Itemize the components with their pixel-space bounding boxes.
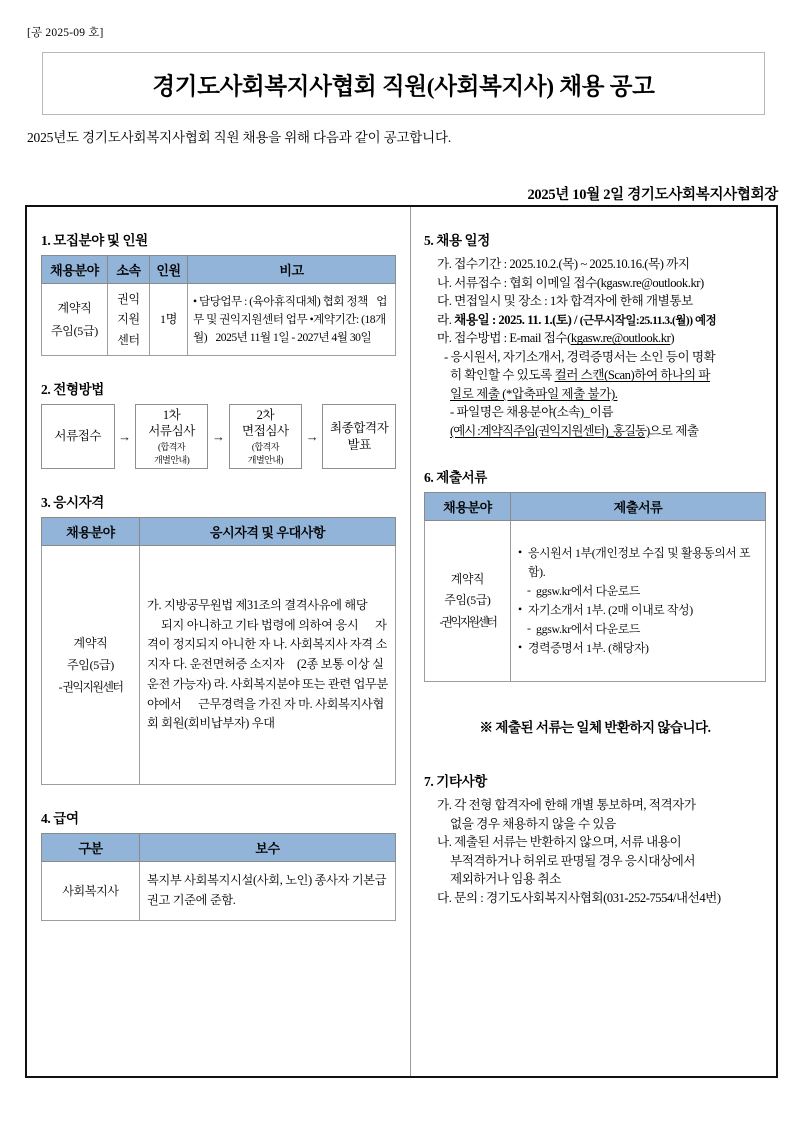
right-column bbox=[410, 207, 776, 907]
return-policy-notice: ※ 제출된 서류는 일체 반환하지 않습니다. bbox=[479, 720, 711, 736]
table-row bbox=[42, 545, 396, 784]
other-info-item: 나. 제출된 서류는 반환하지 않으며, 서류 내용이 bbox=[437, 835, 682, 850]
documents-list bbox=[518, 544, 760, 659]
col-header-affiliation: 소속 bbox=[108, 256, 150, 284]
flow-arrow-icon-1: → bbox=[118, 428, 132, 444]
col-header-field: 채용분야 bbox=[42, 256, 108, 284]
spacer bbox=[41, 469, 396, 491]
flow-step-4-sub1: 발표 bbox=[347, 437, 371, 452]
cell-pay bbox=[140, 861, 396, 920]
other-info-item: 다. 문의 : 경기도사회복지사협회(031-252-7554/내선4번) bbox=[437, 890, 721, 905]
other-info-item: 제외하거나 임용 취소 bbox=[450, 872, 561, 887]
note-line3: •계약기간: (18개월) bbox=[193, 312, 386, 344]
field-line2: 주임(5급) bbox=[444, 593, 491, 608]
flow-step-2-sub1: (합격자 bbox=[158, 441, 186, 452]
content-frame bbox=[25, 205, 778, 1078]
qualification-item: 가. 지방공무원법 제31조의 결격사유에 해당 bbox=[147, 597, 368, 612]
list-item: • 경력증명서 1부. (해당자) bbox=[518, 639, 760, 658]
flow-step-3-main: 면접심사 bbox=[242, 424, 289, 439]
document-number: [공 2025-09 호] bbox=[27, 27, 104, 39]
note-underlined: 일로 제출 (*압축파일 제출 불가). bbox=[450, 386, 618, 401]
note-line2: 업무 및 권익지원센터 업무 bbox=[193, 294, 387, 326]
col-header-pay: 보수 bbox=[140, 833, 396, 861]
other-info-item: 부적격하거나 허위로 판명될 경우 응시대상에서 bbox=[450, 853, 696, 868]
flow-step-3-sub2: 개별안내) bbox=[247, 454, 284, 465]
list-item: • 자기소개서 1부. (2매 이내로 작성) bbox=[518, 601, 760, 620]
other-info-list bbox=[424, 796, 766, 907]
schedule-item-e-prefix: 마. 접수방법 : E-mail 접수( bbox=[437, 331, 571, 346]
flow-step-2-top: 1차 bbox=[162, 408, 181, 423]
field-line1: 계약직 bbox=[450, 571, 485, 586]
schedule-note-1-line2 bbox=[424, 366, 766, 385]
cell-documents bbox=[511, 521, 766, 682]
schedule-item-b: 나. 서류접수 : 협회 이메일 접수(kgasw.re@outlook.kr) bbox=[437, 275, 704, 290]
cell-qualifications bbox=[140, 545, 396, 784]
table-row bbox=[42, 284, 396, 356]
schedule-item-d-small: (근무시작일:25.11.3.(월)) 예정 bbox=[579, 314, 717, 327]
cell-count: 1명 bbox=[150, 284, 188, 356]
list-item: - ggsw.kr에서 다운로드 bbox=[518, 620, 760, 639]
schedule-note-1-line1: - 응시원서, 자기소개서, 경력증명서는 소인 등이 명확 bbox=[444, 349, 716, 364]
section4-heading: 4. 급여 bbox=[41, 810, 79, 826]
table-header-row bbox=[425, 493, 766, 521]
flow-step-2-sub2: 개별안내) bbox=[153, 454, 190, 465]
table-header-row bbox=[42, 256, 396, 284]
pay-line1: 복지부 사회복지시설(사회, 노인) 종사자 기본급 bbox=[147, 873, 387, 888]
qualification-item: 라. 사회복지분야 또는 관련 업무분야에서 bbox=[147, 676, 388, 711]
flow-step-4 bbox=[322, 404, 396, 469]
page-title: 경기도사회복지사협회 직원(사회복지사) 채용 공고 bbox=[152, 73, 655, 100]
cell-affiliation bbox=[108, 284, 150, 356]
flow-arrow-icon-2: → bbox=[211, 428, 225, 444]
field-line1: 계약직 bbox=[73, 635, 108, 650]
qualification-item: 자격이 정지되지 아니한 자 bbox=[147, 617, 387, 652]
flow-step-3-sub1: (합격자 bbox=[251, 441, 279, 452]
schedule-item-d-bold: 채용일 : 2025. 11. 1.(토) / bbox=[454, 312, 580, 327]
schedule-item-e bbox=[424, 329, 766, 348]
cell-note bbox=[188, 284, 396, 356]
cell-field bbox=[425, 521, 511, 682]
qualification-item: 되지 아니하고 기타 법령에 의하여 응시 bbox=[161, 617, 359, 632]
intro-paragraph: 2025년도 경기도사회복지사협회 직원 채용을 위해 다음과 같이 공고합니다. bbox=[27, 130, 451, 145]
filename-example: (예시 :계약직주임(권익지원센터)_홍길동) bbox=[450, 423, 650, 438]
schedule-note-2-line1: - 파일명은 채용분야(소속)_이름 bbox=[450, 405, 614, 420]
qualification-item: 나. 사회복지사 자격 소지자 bbox=[147, 637, 387, 672]
other-info-item: 가. 각 전형 합격자에 한해 개별 통보하며, 적격자가 bbox=[437, 798, 696, 813]
flow-step-3-top: 2차 bbox=[256, 408, 275, 423]
field-line3: - 권익지원센터 bbox=[439, 615, 496, 630]
flow-step-4-main: 최종합격자 bbox=[330, 421, 389, 436]
salary-table bbox=[41, 833, 396, 921]
flow-step-1 bbox=[41, 404, 115, 469]
process-flowchart bbox=[41, 404, 396, 469]
section6-heading: 6. 제출서류 bbox=[424, 470, 487, 486]
spacer bbox=[424, 736, 766, 770]
affiliation-line2: 지원 bbox=[117, 312, 140, 327]
col-header-category: 구분 bbox=[42, 833, 140, 861]
cell-field bbox=[42, 545, 140, 784]
col-header-documents: 제출서류 bbox=[511, 493, 766, 521]
schedule-item-e-suffix: ) bbox=[670, 331, 675, 346]
schedule-list bbox=[424, 255, 766, 440]
section7-heading: 7. 기타사항 bbox=[424, 774, 487, 790]
schedule-note-2-line2 bbox=[424, 422, 766, 441]
flow-step-1-main: 서류접수 bbox=[54, 429, 102, 444]
left-column bbox=[27, 207, 410, 921]
section3-heading: 3. 응시자격 bbox=[41, 494, 104, 510]
field-line2: 주임(5급) bbox=[51, 323, 98, 338]
list-item: • 응시원서 1부(개인정보 수집 및 활용동의서 포함). bbox=[518, 544, 760, 582]
flow-arrow-icon-3: → bbox=[305, 428, 319, 444]
cell-field bbox=[42, 284, 108, 356]
affiliation-line1: 권익 bbox=[117, 292, 140, 306]
table-row bbox=[425, 521, 766, 682]
table-header-row bbox=[42, 833, 396, 861]
qualification-item: (2종 보통 이상 실 운전 가능자) bbox=[147, 657, 384, 691]
col-header-note: 비고 bbox=[188, 256, 396, 284]
required-documents-table bbox=[424, 492, 766, 682]
schedule-item-c: 다. 면접일시 및 장소 : 1차 합격자에 한해 개별통보 bbox=[437, 294, 693, 308]
note-underlined: 컬러 스캔(Scan)하여 하나의 파 bbox=[554, 368, 710, 383]
col-header-field: 채용분야 bbox=[425, 493, 511, 521]
title-box bbox=[42, 52, 765, 115]
flow-step-2 bbox=[135, 404, 209, 469]
recruitment-table bbox=[41, 255, 396, 356]
note-line1: • 담당업무 : (육아휴직대체) 협회 정책 bbox=[193, 294, 368, 308]
note-line4: 2025년 11월 1일 - 2027년 4월 30일 bbox=[215, 330, 372, 344]
flow-step-3 bbox=[229, 404, 303, 469]
col-header-qualification: 응시자격 및 우대사항 bbox=[140, 517, 396, 545]
other-info-item: 없을 경우 채용하지 않을 수 있음 bbox=[450, 816, 616, 831]
schedule-note-1-line3 bbox=[424, 385, 766, 404]
note-plain: 히 확인할 수 있도록 bbox=[450, 368, 555, 383]
email-link[interactable]: kgasw.re@outlook.kr bbox=[570, 331, 671, 346]
section2-heading: 2. 전형방법 bbox=[41, 382, 104, 398]
signature-line: 2025년 10월 2일 경기도사회복지사협회장 bbox=[527, 187, 778, 203]
affiliation-line3: 센터 bbox=[117, 332, 140, 347]
list-item: - ggsw.kr에서 다운로드 bbox=[518, 582, 760, 601]
schedule-item-d-prefix: 라. bbox=[437, 312, 455, 327]
cell-category: 사회복지사 bbox=[42, 861, 140, 920]
pay-line2: 권고 기준에 준함. bbox=[147, 892, 236, 907]
field-line1: 계약직 bbox=[57, 300, 92, 315]
note-plain: 으로 제출 bbox=[649, 423, 699, 438]
spacer bbox=[41, 785, 396, 807]
table-header-row bbox=[42, 517, 396, 545]
spacer bbox=[41, 356, 396, 378]
field-line2: 주임(5급) bbox=[67, 657, 114, 672]
qualification-table bbox=[41, 517, 396, 785]
flow-step-2-main: 서류심사 bbox=[148, 424, 195, 439]
table-row bbox=[42, 861, 396, 920]
spacer bbox=[424, 440, 766, 466]
qualification-item: 근무경력을 가진 자 bbox=[198, 696, 296, 711]
schedule-item-d bbox=[424, 311, 766, 330]
col-header-field: 채용분야 bbox=[42, 517, 140, 545]
qualification-item: 마. 사회복지사협회 회원(회비납부자) 우대 bbox=[147, 696, 385, 731]
field-line3: - 권익지원센터 bbox=[58, 680, 123, 695]
section1-heading: 1. 모집분야 및 인원 bbox=[41, 233, 148, 248]
col-header-count: 인원 bbox=[150, 256, 188, 284]
schedule-item-a: 가. 접수기간 : 2025.10.2.(목) ~ 2025.10.16.(목) 까지 bbox=[437, 257, 690, 271]
section5-heading: 5. 채용 일정 bbox=[424, 233, 490, 248]
qualification-item: 다. 운전면허증 소지자 bbox=[172, 657, 285, 672]
